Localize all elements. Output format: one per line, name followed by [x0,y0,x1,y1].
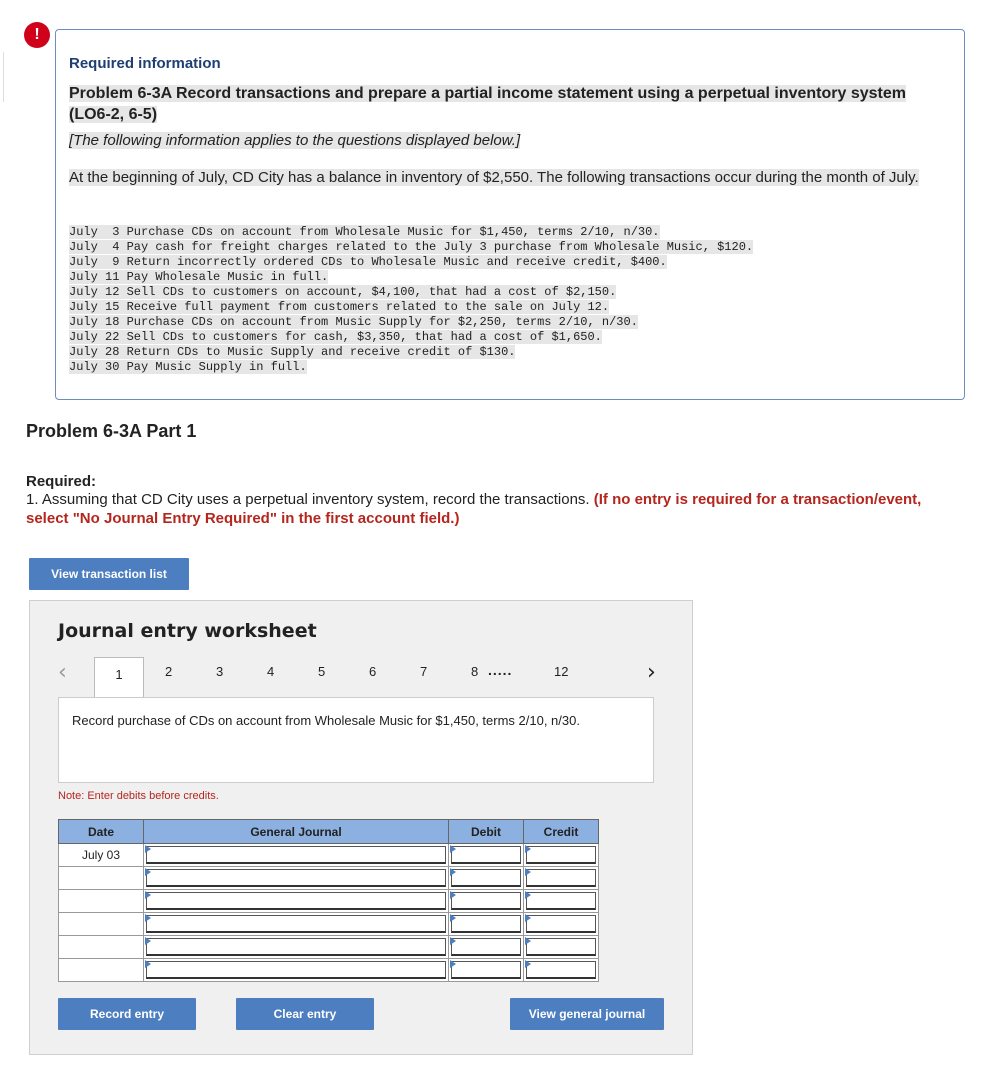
problem-title-text: Problem 6-3A Record transactions and prepare a partial income statement using a perpetual inventory system (LO6-2, 6-5) [69,85,906,123]
account-cell [144,867,449,890]
required-note: (If no entry is required for a transaction/event, select "No Journal Entry Required" in the first account field.) [26,491,922,527]
transaction-text: July 28 Return CDs to Music Supply and receive credit of $130. [69,345,516,359]
view-general-journal-button[interactable]: View general journal [510,998,664,1030]
tab-ellipsis: ..... [488,662,513,678]
transaction-row [69,360,753,375]
transaction-text: July 15 Receive full payment from customers related to the sale on July 12. [69,300,610,314]
dropdown-flag-icon [450,868,456,876]
dropdown-flag-icon [145,845,151,853]
tab-3[interactable]: 3 [216,664,224,679]
credit-input[interactable] [526,961,596,979]
transaction-text: July 22 Sell CDs to customers for cash, $3,350, that had a cost of $1,650. [69,330,602,344]
credit-column-header: Credit [524,820,599,844]
dropdown-flag-icon [450,960,456,968]
account-input[interactable] [146,892,446,910]
tab-1[interactable]: 1 [94,657,144,698]
debit-credit-note: Note: Enter debits before credits. [58,790,219,802]
debit-input[interactable] [451,938,521,956]
transaction-row [69,240,753,255]
journal-table [58,819,599,982]
applies-note [69,132,520,149]
date-cell [59,867,144,890]
tab-7[interactable]: 7 [420,664,428,679]
credit-input[interactable] [526,892,596,910]
transaction-row [69,345,753,360]
dropdown-flag-icon [450,891,456,899]
dropdown-flag-icon [145,868,151,876]
tab-12[interactable]: 12 [554,664,569,679]
applies-note-text: [The following information applies to the questions displayed below.] [69,132,521,149]
part-title: Problem 6-3A Part 1 [26,421,197,441]
dropdown-flag-icon [145,891,151,899]
transaction-row [69,300,753,315]
left-rule [0,52,4,102]
record-entry-button[interactable]: Record entry [58,998,196,1030]
dropdown-flag-icon [525,960,531,968]
transaction-text: July 4 Pay cash for freight charges related to the July 3 purchase from Wholesale Music, $120. [69,240,754,254]
clear-entry-button[interactable]: Clear entry [236,998,374,1030]
debit-input[interactable] [451,915,521,933]
transaction-text: July 11 Pay Wholesale Music in full. [69,270,329,284]
account-cell [144,913,449,936]
worksheet-title: Journal entry worksheet [58,620,317,642]
debit-cell [449,844,524,867]
tab-2[interactable]: 2 [165,664,173,679]
journal-header-row [59,820,599,844]
date-column-header: Date [59,820,144,844]
dropdown-flag-icon [525,937,531,945]
credit-cell [524,867,599,890]
date-cell [59,913,144,936]
transaction-row [69,315,753,330]
transaction-description: Record purchase of CDs on account from Wholesale Music for $1,450, terms 2/10, n/30. [72,713,580,728]
debit-column-header: Debit [449,820,524,844]
credit-input[interactable] [526,846,596,864]
debit-cell [449,913,524,936]
account-input[interactable] [146,915,446,933]
alert-icon: ! [24,22,50,48]
debit-input[interactable] [451,869,521,887]
tab-4[interactable]: 4 [267,664,275,679]
required-text: 1. Assuming that CD City uses a perpetual inventory system, record the transactions. [26,491,590,508]
transaction-row [69,225,753,240]
transaction-text: July 18 Purchase CDs on account from Music Supply for $2,250, terms 2/10, n/30. [69,315,638,329]
credit-input[interactable] [526,869,596,887]
dropdown-flag-icon [450,914,456,922]
transaction-description-box [58,697,654,783]
account-cell [144,936,449,959]
table-row [59,890,599,913]
transaction-text: July 30 Pay Music Supply in full. [69,360,307,374]
view-transaction-list-button[interactable]: View transaction list [29,558,189,590]
required-instructions [26,490,966,528]
transaction-text: July 12 Sell CDs to customers on account, $4,100, that had a cost of $2,150. [69,285,617,299]
intro-text: At the beginning of July, CD City has a balance in inventory of $2,550. The following transactions occur during the month of July. [69,169,919,186]
chevron-left-icon[interactable]: ‹ [58,660,67,685]
table-row [59,844,599,867]
date-cell: July 03 [59,844,144,867]
general-journal-column-header: General Journal [144,820,449,844]
credit-cell [524,890,599,913]
date-cell [59,936,144,959]
credit-cell [524,913,599,936]
date-cell [59,890,144,913]
debit-cell [449,959,524,982]
transaction-row [69,330,753,345]
intro-paragraph [69,169,919,187]
debit-cell [449,936,524,959]
credit-input[interactable] [526,938,596,956]
dropdown-flag-icon [525,891,531,899]
transaction-text: July 3 Purchase CDs on account from Wholesale Music for $1,450, terms 2/10, n/30. [69,225,660,239]
debit-input[interactable] [451,892,521,910]
transaction-text: July 9 Return incorrectly ordered CDs to Wholesale Music and receive credit, $400. [69,255,667,269]
transaction-row [69,255,753,270]
debit-cell [449,867,524,890]
account-cell [144,890,449,913]
dropdown-flag-icon [145,960,151,968]
account-cell [144,844,449,867]
credit-cell [524,936,599,959]
transaction-row [69,270,753,285]
transaction-row [69,285,753,300]
chevron-right-icon[interactable]: › [647,660,656,685]
table-row [59,959,599,982]
date-cell [59,959,144,982]
table-row [59,936,599,959]
account-input[interactable] [146,846,446,864]
required-label: Required: [26,473,97,490]
dropdown-flag-icon [145,914,151,922]
tab-6[interactable]: 6 [369,664,377,679]
tab-5[interactable]: 5 [318,664,326,679]
account-input[interactable] [146,961,446,979]
dropdown-flag-icon [145,937,151,945]
credit-input[interactable] [526,915,596,933]
credit-cell [524,844,599,867]
required-info-heading: Required information [69,55,221,72]
dropdown-flag-icon [450,937,456,945]
problem-title [69,83,907,125]
account-input[interactable] [146,869,446,887]
dropdown-flag-icon [525,868,531,876]
transaction-list [69,225,753,375]
debit-cell [449,890,524,913]
account-input[interactable] [146,938,446,956]
table-row [59,913,599,936]
dropdown-flag-icon [450,845,456,853]
dropdown-flag-icon [525,914,531,922]
account-cell [144,959,449,982]
dropdown-flag-icon [525,845,531,853]
debit-input[interactable] [451,961,521,979]
tab-8[interactable]: 8 [471,664,479,679]
credit-cell [524,959,599,982]
debit-input[interactable] [451,846,521,864]
table-row [59,867,599,890]
